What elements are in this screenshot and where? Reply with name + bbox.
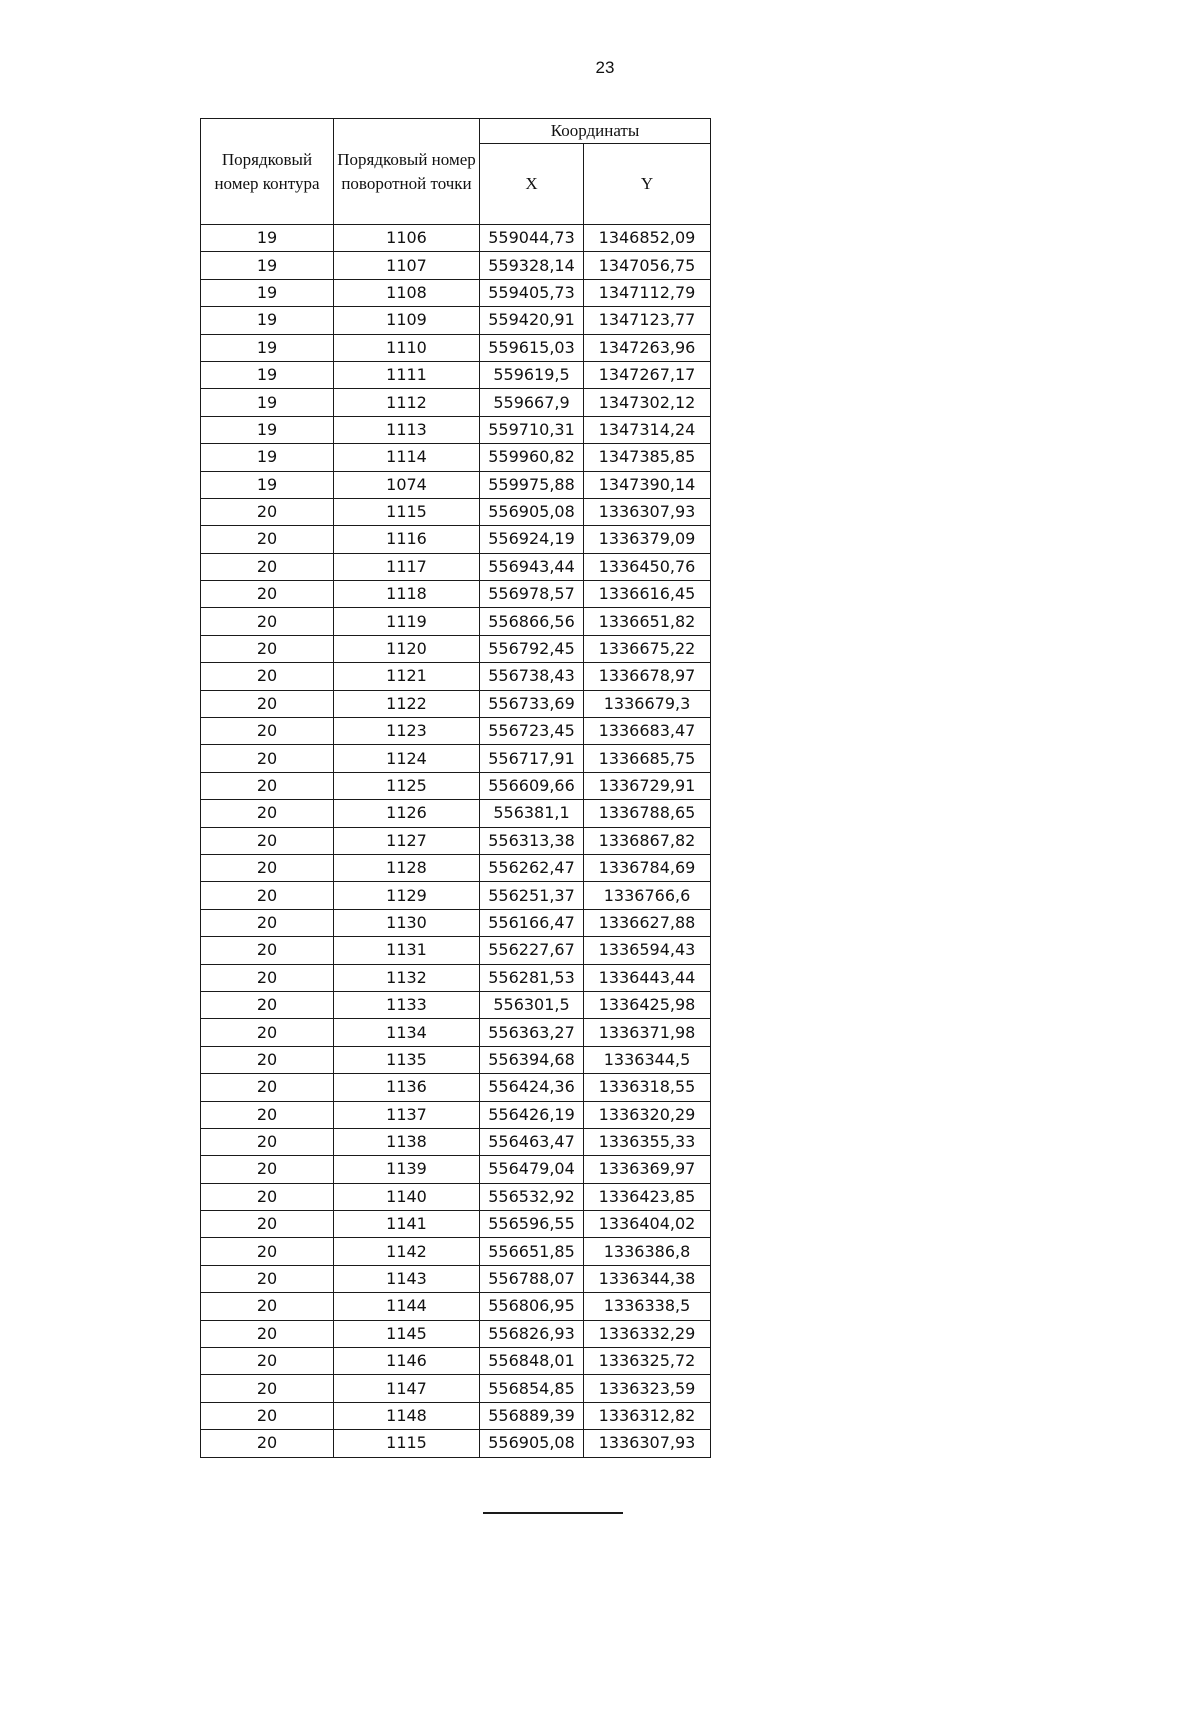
cell-point-number: 1106 [334,225,480,252]
cell-coord-y: 1336320,29 [584,1101,711,1128]
table-row [201,471,711,498]
cell-point-number: 1127 [334,827,480,854]
cell-coord-y: 1336404,02 [584,1211,711,1238]
cell-coord-y: 1336325,72 [584,1348,711,1375]
cell-coord-y: 1347302,12 [584,389,711,416]
cell-coord-x: 556806,95 [480,1293,584,1320]
cell-point-number: 1141 [334,1211,480,1238]
cell-coord-y: 1336651,82 [584,608,711,635]
cell-coord-x: 556848,01 [480,1348,584,1375]
table-row [201,1265,711,1292]
header-y: Y [584,144,711,225]
cell-coord-y: 1336616,45 [584,581,711,608]
cell-point-number: 1143 [334,1265,480,1292]
cell-point-number: 1128 [334,854,480,881]
cell-coord-x: 559975,88 [480,471,584,498]
cell-coord-y: 1336788,65 [584,800,711,827]
table-row [201,1156,711,1183]
cell-point-number: 1126 [334,800,480,827]
cell-contour-number: 19 [201,471,334,498]
cell-contour-number: 19 [201,252,334,279]
cell-point-number: 1145 [334,1320,480,1347]
cell-coord-x: 556609,66 [480,772,584,799]
cell-coord-y: 1336323,59 [584,1375,711,1402]
cell-contour-number: 19 [201,361,334,388]
table-row [201,909,711,936]
table-row [201,1238,711,1265]
cell-coord-y: 1347390,14 [584,471,711,498]
cell-contour-number: 20 [201,1211,334,1238]
header-x: X [480,144,584,225]
table-row [201,553,711,580]
cell-contour-number: 20 [201,1238,334,1265]
cell-coord-y: 1336312,82 [584,1402,711,1429]
cell-coord-y: 1336766,6 [584,882,711,909]
cell-coord-x: 559044,73 [480,225,584,252]
table-row [201,1402,711,1429]
cell-coord-x: 556826,93 [480,1320,584,1347]
cell-contour-number: 20 [201,1183,334,1210]
cell-coord-x: 556532,92 [480,1183,584,1210]
cell-contour-number: 20 [201,937,334,964]
table-row [201,1320,711,1347]
cell-coord-x: 556313,38 [480,827,584,854]
cell-point-number: 1146 [334,1348,480,1375]
cell-coord-x: 556738,43 [480,663,584,690]
table-row [201,854,711,881]
table-row [201,1019,711,1046]
table-row [201,307,711,334]
table-body [201,225,711,1458]
cell-coord-y: 1336423,85 [584,1183,711,1210]
cell-contour-number: 20 [201,718,334,745]
cell-point-number: 1108 [334,279,480,306]
cell-point-number: 1137 [334,1101,480,1128]
cell-coord-x: 556363,27 [480,1019,584,1046]
cell-coord-y: 1347056,75 [584,252,711,279]
cell-contour-number: 20 [201,1293,334,1320]
cell-coord-x: 556424,36 [480,1074,584,1101]
cell-coord-x: 556463,47 [480,1128,584,1155]
cell-contour-number: 20 [201,1430,334,1457]
table-row [201,225,711,252]
cell-point-number: 1111 [334,361,480,388]
cell-point-number: 1119 [334,608,480,635]
cell-coord-y: 1336307,93 [584,498,711,525]
coordinates-table [200,118,711,1458]
cell-point-number: 1114 [334,444,480,471]
cell-coord-y: 1336425,98 [584,991,711,1018]
cell-contour-number: 19 [201,444,334,471]
cell-point-number: 1129 [334,882,480,909]
cell-coord-x: 556792,45 [480,635,584,662]
cell-coord-x: 556301,5 [480,991,584,1018]
cell-contour-number: 20 [201,854,334,881]
cell-point-number: 1134 [334,1019,480,1046]
cell-contour-number: 20 [201,991,334,1018]
cell-coord-y: 1336594,43 [584,937,711,964]
cell-coord-y: 1336784,69 [584,854,711,881]
cell-contour-number: 20 [201,800,334,827]
cell-point-number: 1140 [334,1183,480,1210]
cell-coord-y: 1336338,5 [584,1293,711,1320]
cell-contour-number: 20 [201,1019,334,1046]
cell-point-number: 1115 [334,1430,480,1457]
cell-coord-x: 556978,57 [480,581,584,608]
cell-coord-x: 556381,1 [480,800,584,827]
cell-point-number: 1115 [334,498,480,525]
table-row [201,389,711,416]
cell-coord-x: 556905,08 [480,498,584,525]
table-row [201,444,711,471]
table-row [201,745,711,772]
cell-coord-x: 559667,9 [480,389,584,416]
page-number: 23 [595,58,615,77]
cell-coord-x: 556394,68 [480,1046,584,1073]
cell-coord-x: 559710,31 [480,416,584,443]
cell-point-number: 1131 [334,937,480,964]
header-contour-number: Порядковый номер контура [201,119,334,225]
cell-coord-y: 1336627,88 [584,909,711,936]
cell-coord-y: 1347263,96 [584,334,711,361]
table-row [201,252,711,279]
cell-point-number: 1138 [334,1128,480,1155]
cell-contour-number: 20 [201,827,334,854]
cell-coord-x: 556596,55 [480,1211,584,1238]
cell-point-number: 1147 [334,1375,480,1402]
table-row [201,1046,711,1073]
cell-coord-x: 556251,37 [480,882,584,909]
cell-contour-number: 20 [201,1320,334,1347]
cell-point-number: 1120 [334,635,480,662]
cell-coord-y: 1347123,77 [584,307,711,334]
cell-coord-y: 1347314,24 [584,416,711,443]
cell-coord-y: 1336371,98 [584,1019,711,1046]
table-row [201,663,711,690]
cell-contour-number: 20 [201,581,334,608]
cell-coord-x: 556262,47 [480,854,584,881]
cell-coord-y: 1336450,76 [584,553,711,580]
cell-coord-y: 1336867,82 [584,827,711,854]
cell-point-number: 1112 [334,389,480,416]
cell-coord-x: 556227,67 [480,937,584,964]
cell-contour-number: 20 [201,635,334,662]
table-row [201,1101,711,1128]
table-row [201,827,711,854]
table-row [201,1348,711,1375]
cell-coord-y: 1336307,93 [584,1430,711,1457]
table-row [201,800,711,827]
cell-coord-y: 1346852,09 [584,225,711,252]
cell-point-number: 1135 [334,1046,480,1073]
cell-coord-y: 1336678,97 [584,663,711,690]
cell-point-number: 1133 [334,991,480,1018]
cell-contour-number: 20 [201,1402,334,1429]
cell-contour-number: 20 [201,1265,334,1292]
cell-coord-y: 1336679,3 [584,690,711,717]
table-row [201,937,711,964]
cell-point-number: 1107 [334,252,480,279]
cell-coord-y: 1336683,47 [584,718,711,745]
table-row [201,1128,711,1155]
cell-coord-y: 1336386,8 [584,1238,711,1265]
cell-contour-number: 20 [201,882,334,909]
table-row [201,1211,711,1238]
cell-coord-x: 556866,56 [480,608,584,635]
table-header [201,119,711,225]
table-row [201,1183,711,1210]
cell-point-number: 1139 [334,1156,480,1183]
cell-coord-x: 559615,03 [480,334,584,361]
cell-point-number: 1122 [334,690,480,717]
cell-point-number: 1144 [334,1293,480,1320]
table-row [201,635,711,662]
cell-point-number: 1121 [334,663,480,690]
table-row [201,498,711,525]
cell-contour-number: 20 [201,498,334,525]
cell-contour-number: 20 [201,1348,334,1375]
cell-contour-number: 20 [201,553,334,580]
table-row [201,1293,711,1320]
table-row [201,334,711,361]
cell-point-number: 1125 [334,772,480,799]
table-row [201,772,711,799]
cell-coord-x: 556733,69 [480,690,584,717]
table-row [201,882,711,909]
cell-coord-x: 556651,85 [480,1238,584,1265]
table-row [201,581,711,608]
cell-point-number: 1124 [334,745,480,772]
cell-coord-x: 556426,19 [480,1101,584,1128]
table-row [201,279,711,306]
cell-contour-number: 20 [201,663,334,690]
table-row [201,416,711,443]
table-row [201,690,711,717]
cell-contour-number: 20 [201,1128,334,1155]
cell-point-number: 1130 [334,909,480,936]
cell-contour-number: 19 [201,389,334,416]
cell-contour-number: 20 [201,690,334,717]
cell-point-number: 1109 [334,307,480,334]
cell-coord-x: 556281,53 [480,964,584,991]
table-row [201,1074,711,1101]
cell-point-number: 1118 [334,581,480,608]
cell-contour-number: 20 [201,964,334,991]
cell-coord-y: 1336355,33 [584,1128,711,1155]
cell-coord-y: 1336729,91 [584,772,711,799]
cell-coord-x: 556943,44 [480,553,584,580]
cell-point-number: 1142 [334,1238,480,1265]
cell-contour-number: 20 [201,1156,334,1183]
cell-contour-number: 20 [201,526,334,553]
cell-coord-x: 559619,5 [480,361,584,388]
cell-point-number: 1116 [334,526,480,553]
cell-coord-y: 1336344,38 [584,1265,711,1292]
table-row [201,361,711,388]
cell-contour-number: 20 [201,1046,334,1073]
table-row [201,1430,711,1457]
cell-coord-y: 1347267,17 [584,361,711,388]
cell-coord-y: 1336344,5 [584,1046,711,1073]
cell-contour-number: 19 [201,416,334,443]
cell-coord-y: 1347112,79 [584,279,711,306]
cell-coord-x: 559328,14 [480,252,584,279]
cell-point-number: 1117 [334,553,480,580]
cell-coord-x: 556166,47 [480,909,584,936]
cell-point-number: 1113 [334,416,480,443]
cell-coord-y: 1336443,44 [584,964,711,991]
cell-contour-number: 20 [201,1074,334,1101]
cell-coord-x: 559960,82 [480,444,584,471]
cell-coord-y: 1336369,97 [584,1156,711,1183]
cell-contour-number: 19 [201,225,334,252]
cell-contour-number: 20 [201,1101,334,1128]
cell-contour-number: 19 [201,334,334,361]
cell-point-number: 1132 [334,964,480,991]
table-row [201,991,711,1018]
cell-coord-x: 559420,91 [480,307,584,334]
cell-point-number: 1110 [334,334,480,361]
cell-point-number: 1136 [334,1074,480,1101]
cell-contour-number: 20 [201,772,334,799]
cell-coord-x: 556854,85 [480,1375,584,1402]
cell-contour-number: 20 [201,1375,334,1402]
header-point-number: Порядковый номер поворотной точки [334,119,480,225]
cell-coord-y: 1336379,09 [584,526,711,553]
table-row [201,718,711,745]
cell-contour-number: 19 [201,279,334,306]
cell-coord-x: 556924,19 [480,526,584,553]
cell-contour-number: 19 [201,307,334,334]
cell-coord-y: 1336332,29 [584,1320,711,1347]
cell-point-number: 1123 [334,718,480,745]
end-divider-line [483,1512,623,1514]
cell-coord-x: 556717,91 [480,745,584,772]
cell-coord-x: 556723,45 [480,718,584,745]
cell-contour-number: 20 [201,608,334,635]
table-row [201,964,711,991]
cell-point-number: 1074 [334,471,480,498]
table-row [201,526,711,553]
table-row [201,608,711,635]
cell-contour-number: 20 [201,909,334,936]
cell-coord-y: 1336675,22 [584,635,711,662]
table-row [201,1375,711,1402]
cell-coord-x: 556905,08 [480,1430,584,1457]
cell-coord-x: 559405,73 [480,279,584,306]
cell-coord-x: 556788,07 [480,1265,584,1292]
cell-contour-number: 20 [201,745,334,772]
cell-point-number: 1148 [334,1402,480,1429]
cell-coord-y: 1336685,75 [584,745,711,772]
cell-coord-x: 556479,04 [480,1156,584,1183]
header-coordinates: Координаты [480,119,711,144]
cell-coord-x: 556889,39 [480,1402,584,1429]
cell-coord-y: 1336318,55 [584,1074,711,1101]
cell-coord-y: 1347385,85 [584,444,711,471]
